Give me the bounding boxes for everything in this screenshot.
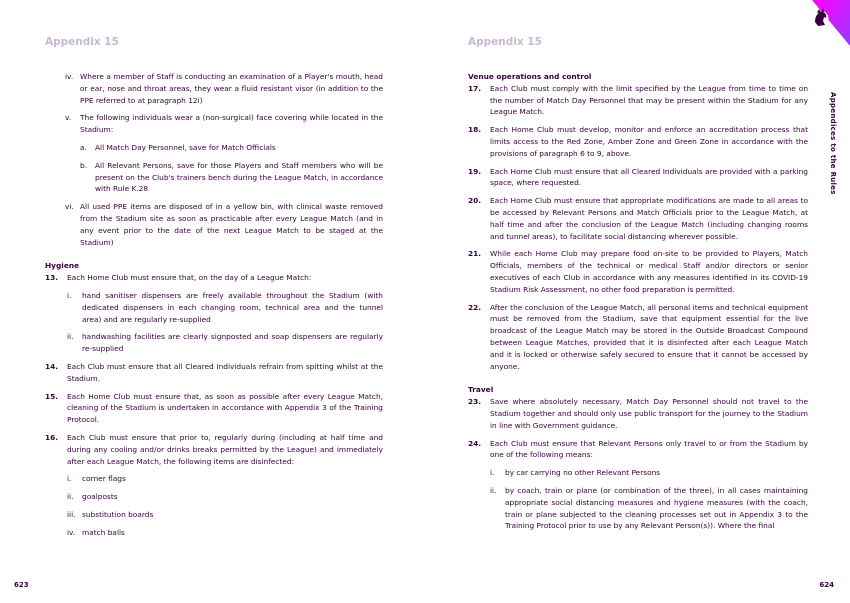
- item-number: 19.: [468, 166, 482, 176]
- item-number: 16.: [45, 432, 59, 442]
- item-number: 13.: [45, 273, 59, 283]
- section-heading: Hygiene: [45, 261, 80, 271]
- numbered-paragraph: [468, 124, 808, 159]
- item-number: 22.: [468, 302, 482, 312]
- list-item: [468, 467, 808, 479]
- page-header: Appendix 15: [45, 36, 119, 48]
- left-column: [45, 71, 383, 545]
- item-text: Each Home Club must develop, monitor and enforce an accreditation process that limits access to the Red Zone, Amber Zone and Green Zone in accordance with the provisions of paragraph 6 to 9, above.: [490, 125, 808, 158]
- item-number: vi.: [65, 202, 74, 212]
- item-text: Where a member of Staff is conducting an examination of a Player's mouth, head or ear, nose and throat areas, they wear a fluid resistant visor (in addition to the PPE referred to at paragraph 12i): [80, 72, 383, 105]
- item-text: by coach, train or plane (or combination of the three), in all cases maintaining appropriate social distancing measures and hygiene measures (with the coach, train or plane subjected to the cleaning processes set out in Appendix 3 to the Training Protocol prior to use by any Relevant Person(s)). Where the final: [505, 485, 808, 531]
- list-item: [45, 331, 383, 355]
- item-text: by car carrying no other Relevant Persons: [505, 468, 661, 478]
- item-number: 24.: [468, 438, 482, 448]
- numbered-paragraph: [45, 432, 383, 467]
- item-text: Each Home Club must ensure that all Cleared Individuals are provided with a parking space, where requested.: [490, 166, 808, 188]
- item-text: Each Home Club must ensure that, as soon as possible after every League Match, cleaning of the Stadium is undertaken in accordance with Appendix 3 of the Training Protocol.: [67, 391, 383, 425]
- item-number: a.: [80, 142, 87, 152]
- numbered-paragraph: [468, 302, 808, 373]
- item-text: Each Club must ensure that prior to, regularly during (including at half time and during any cooling and/or drinks breaks permitted by the League) and immediately after each League Match, the following items are disinfected:: [67, 432, 383, 466]
- list-item: [45, 527, 383, 539]
- item-text: All Relevant Persons, save for those Players and Staff members who will be present on the Club's trainers bench during the League Match, in accordance with Rule K.28: [95, 160, 383, 194]
- item-number: 21.: [468, 249, 482, 259]
- premier-league-lion-icon: [812, 0, 850, 46]
- numbered-paragraph: [468, 166, 808, 190]
- item-number: b.: [80, 160, 88, 170]
- list-item: [45, 160, 383, 195]
- item-text: substitution boards: [82, 509, 154, 519]
- numbered-paragraph: [468, 248, 808, 295]
- right-page: [425, 0, 850, 603]
- list-item: [45, 491, 383, 503]
- item-number: 20.: [468, 196, 482, 206]
- item-text: Each Home Club must ensure that, on the day of a League Match:: [67, 273, 312, 283]
- page-number: 623: [14, 581, 29, 589]
- item-number: iii.: [67, 509, 76, 519]
- item-text: handwashing facilities are clearly signposted and soap dispensers are regularly re-supplied: [82, 332, 383, 354]
- list-item: [45, 509, 383, 521]
- page-header: Appendix 15: [468, 36, 542, 48]
- item-number: ii.: [67, 332, 74, 342]
- numbered-paragraph: [468, 195, 808, 242]
- item-text: Save where absolutely necessary, Match Day Personnel should not travel to the Stadium together and should only use public transport for the journey to the Stadium in line with Government guidance.: [490, 397, 808, 430]
- item-text: Each Club must ensure that all Cleared Individuals refrain from spitting whilst at the Stadium.: [67, 361, 383, 383]
- item-number: iv.: [65, 72, 74, 81]
- item-text: Each Club must comply with the limit specified by the League from time to time on the number of Match Day Personnel that may be present within the Stadium for any League Match.: [490, 83, 808, 117]
- list-item: [45, 201, 383, 248]
- list-item: [468, 485, 808, 532]
- item-text: All used PPE items are disposed of in a yellow bin, with clinical waste removed from the Stadium site as soon as practicable after every League Match (and in any event prior to the date of the next League Match to be staged at the Stadium): [80, 202, 383, 247]
- list-item: [45, 142, 383, 154]
- item-number: iv.: [67, 527, 76, 537]
- section-heading: Travel: [468, 385, 494, 395]
- numbered-paragraph: [468, 83, 808, 118]
- item-text: match balls: [82, 527, 125, 537]
- list-item: [45, 290, 383, 325]
- item-number: 14.: [45, 361, 59, 371]
- item-number: i.: [67, 474, 72, 484]
- item-number: v.: [65, 113, 72, 123]
- list-item: [45, 473, 383, 485]
- item-text: While each Home Club may prepare food on-site to be provided to Players, Match Officials, members of the technical or medical Staff and/or directors or senior executives of each Club in accordance with any measures identified in its COVID-19 Stadium Risk Assessment, no other food preparation is permitted.: [490, 249, 808, 294]
- numbered-paragraph: [468, 438, 808, 462]
- item-number: 18.: [468, 125, 482, 135]
- item-number: i.: [490, 468, 495, 478]
- right-column: [468, 71, 808, 538]
- item-text: Each Club must ensure that Relevant Persons only travel to or from the Stadium by one of the following means:: [490, 438, 808, 460]
- item-text: After the conclusion of the League Match, all personal items and technical equipment must be removed from the Stadium, save that equipment essential for the live broadcast of the League Match may be stored in the Outside Broadcast Compound between League Matches, provided that it is disinfected after each League Match and it is locked or otherwise safely secured to ensure that it cannot be accessed by anyone.: [490, 302, 808, 371]
- item-number: ii.: [67, 492, 74, 502]
- numbered-paragraph: [468, 396, 808, 431]
- list-item: [45, 112, 383, 136]
- item-number: i.: [67, 290, 72, 300]
- item-text: All Match Day Personnel, save for Match Officials: [95, 142, 276, 152]
- page-number: 624: [819, 581, 834, 589]
- item-text: hand sanitiser dispensers are freely available throughout the Stadium (with dedicated dispensers in each changing room, technical area and the tunnel area) and are regularly re-supplied: [82, 290, 383, 324]
- item-number: 23.: [468, 397, 482, 407]
- list-item: [45, 71, 383, 106]
- numbered-paragraph: [45, 391, 383, 426]
- item-text: goalposts: [82, 492, 118, 502]
- numbered-paragraph: [45, 272, 383, 284]
- item-text: The following individuals wear a (non-surgical) face covering while located in the Stadium:: [80, 113, 383, 135]
- item-number: 17.: [468, 83, 482, 93]
- section-heading: Venue operations and control: [468, 72, 592, 81]
- item-number: 15.: [45, 391, 59, 401]
- item-text: Each Home Club must ensure that appropriate modifications are made to all areas to be accessed by Relevant Persons and Match Officials prior to the League Match, at half time and after the conclusion of the League Match (including changing rooms and tunnel areas), to facilitate social distancing wherever possible.: [490, 196, 808, 241]
- numbered-paragraph: [45, 361, 383, 385]
- side-section-label: Appendices to the Rules: [829, 92, 837, 195]
- item-number: ii.: [490, 485, 497, 495]
- item-text: corner flags: [82, 474, 126, 484]
